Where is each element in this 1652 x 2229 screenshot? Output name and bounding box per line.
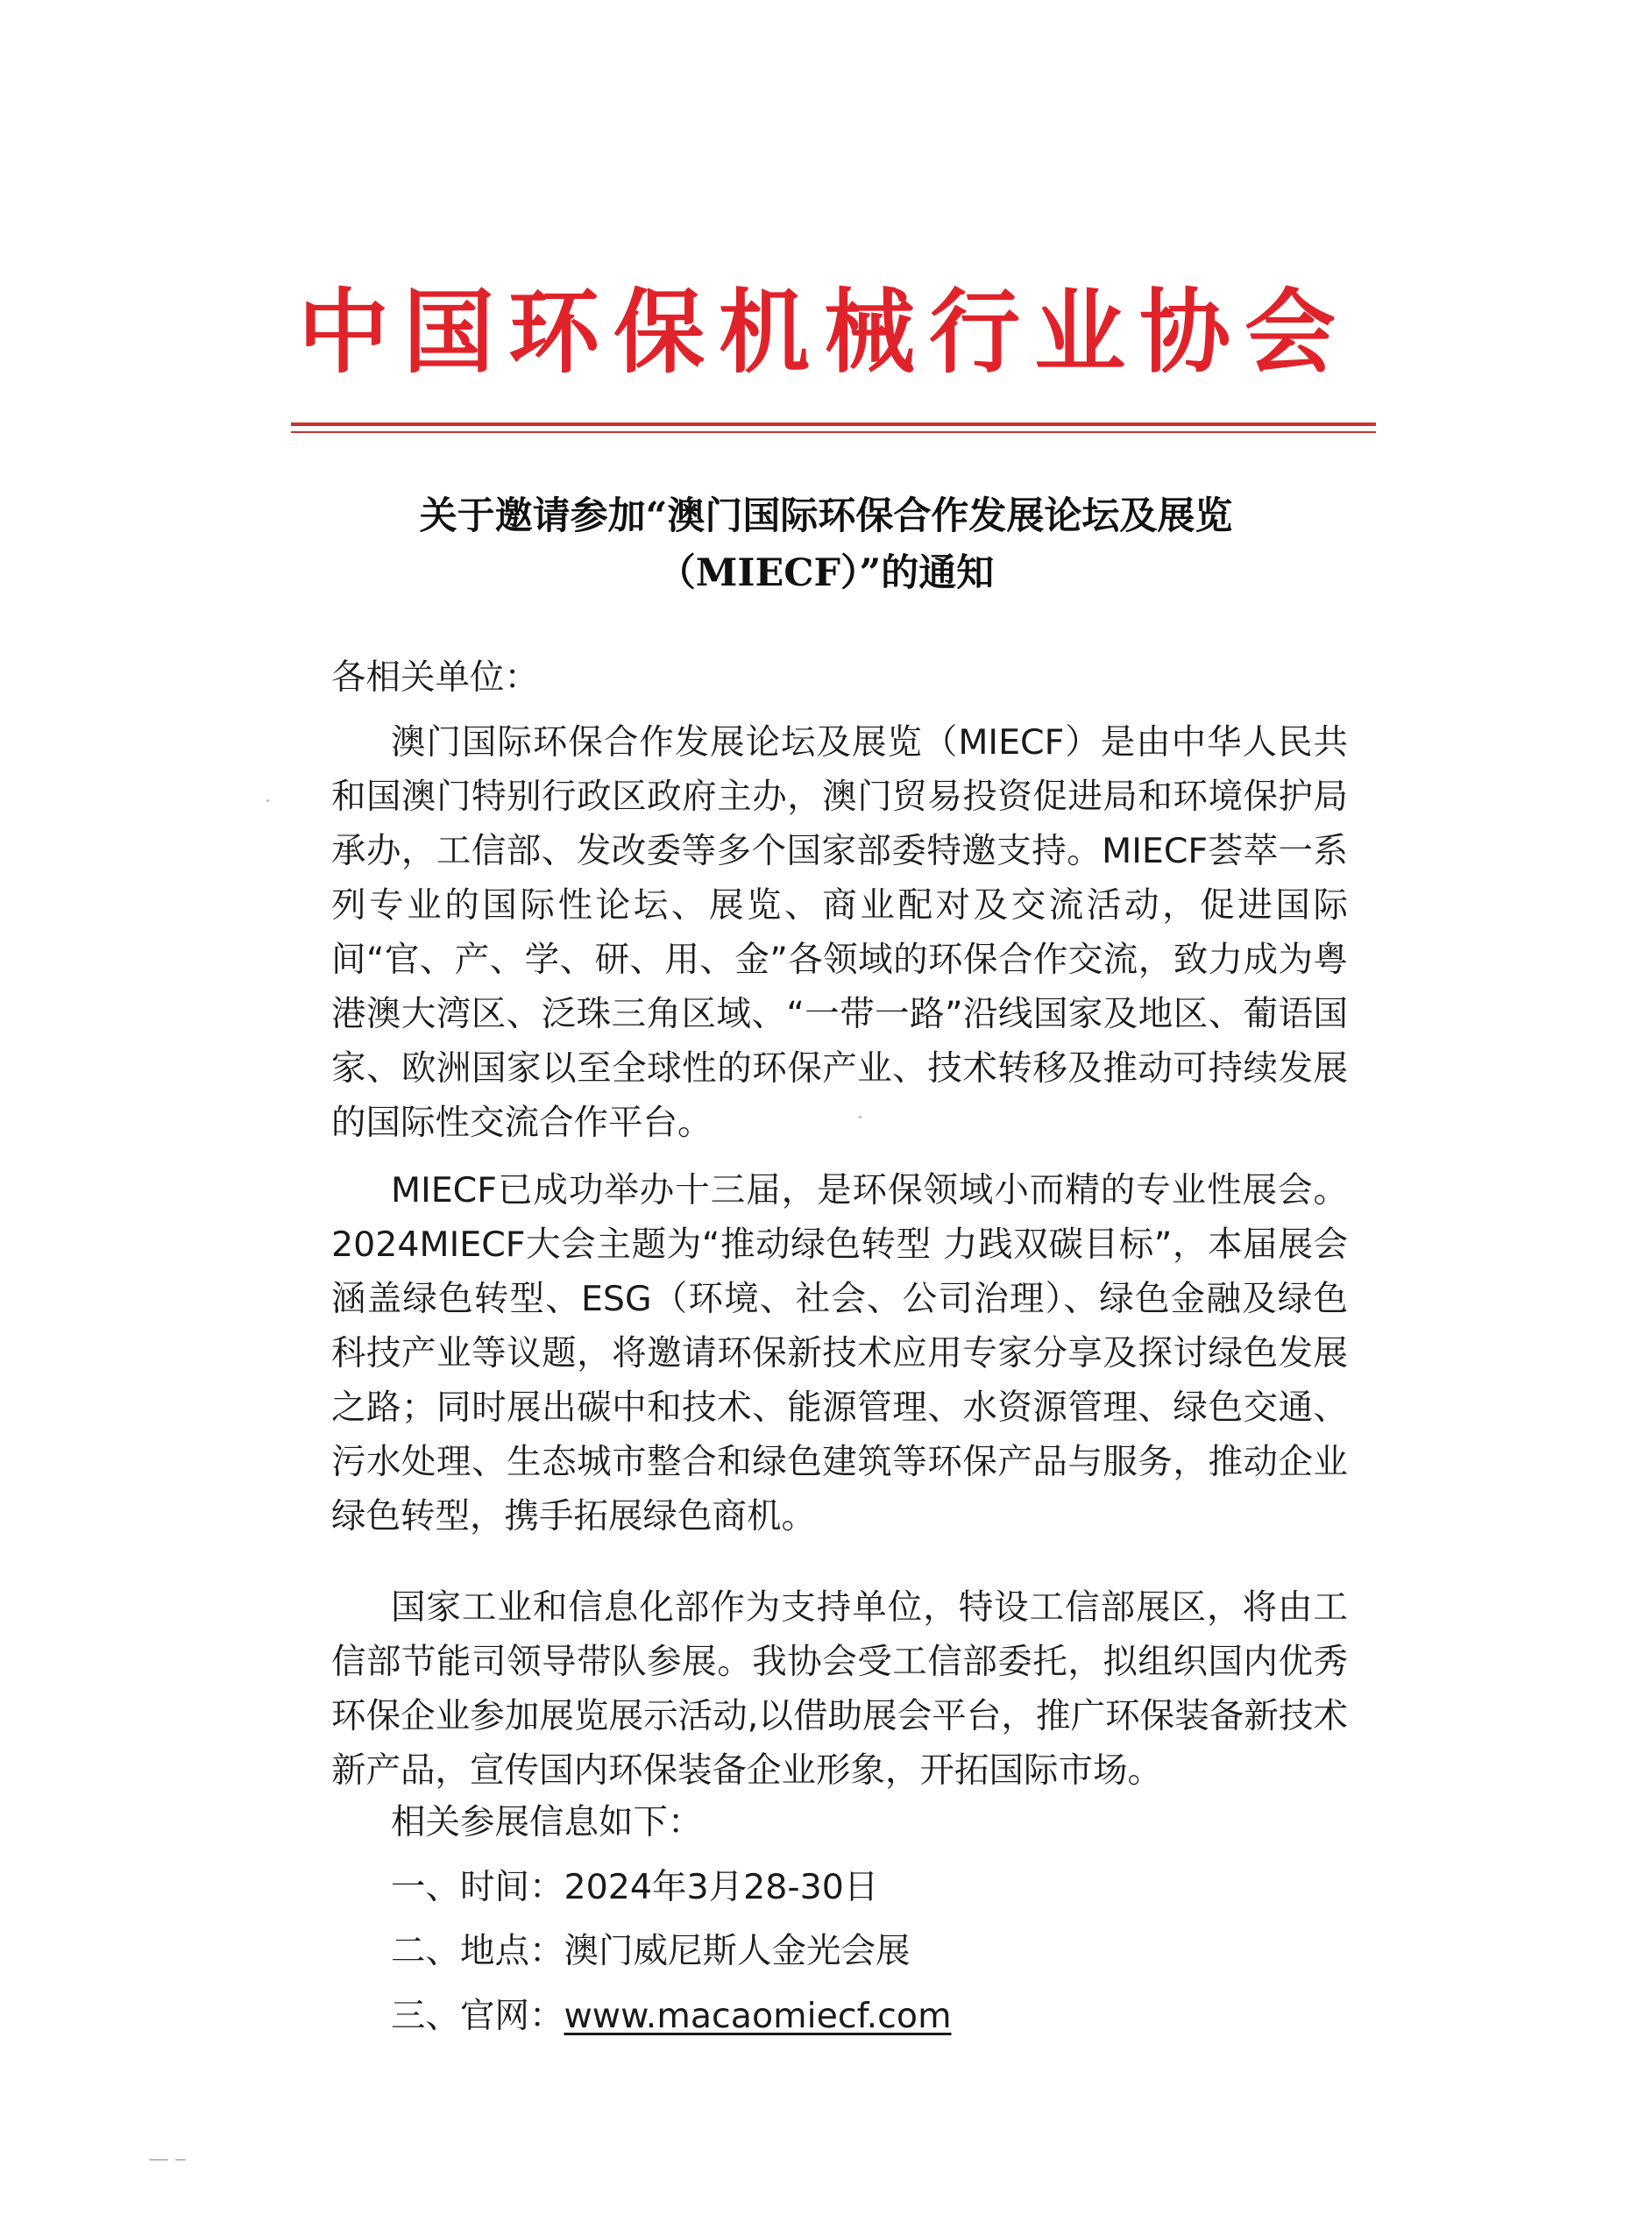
scan-speck <box>149 2159 168 2161</box>
paragraph-intro: 澳门国际环保合作发展论坛及展览（MIECF）是由中华人民共和国澳门特别行政区政府主办，澳门贸易投资促进局和环境保护局承办，工信部、发改委等多个国家部委特邀支持。MIECF荟萃一系列专业的国际性论坛、展览、商业配对及交流活动，促进国际间“官、产、学、研、用、金”各领域的环保合作交流，致力成为粤港澳大湾区、泛珠三角区域、“一带一路”沿线国家及地区、葡语国家、欧洲国家以至全球性的环保产业、技术转移及推动可持续发展的国际性交流合作平台。 <box>331 722 1348 1143</box>
paragraph-info-intro: 相关参展信息如下： <box>391 1802 703 1842</box>
official-site-link[interactable]: www.macaomiecf.com <box>564 1996 952 2036</box>
info-time-label: 一、时间： <box>391 1867 564 1907</box>
letterhead-org-name: 中国环保机械行业协会 <box>297 278 1350 386</box>
notice-title-line1: 关于邀请参加“澳门国际环保合作发展论坛及展览 <box>419 494 1233 538</box>
scan-speck <box>859 1116 861 1118</box>
info-site <box>391 1989 1346 2043</box>
scan-speck <box>266 799 269 802</box>
info-site-label: 三、官网： <box>391 1996 564 2036</box>
info-place <box>391 1924 1346 1978</box>
info-time-value: 2024年3月28-30日 <box>564 1867 879 1907</box>
notice-title-line2: （MIECF）”的通知 <box>657 551 995 595</box>
scan-speck <box>175 2159 186 2161</box>
info-place-label: 二、地点： <box>391 1931 564 1971</box>
salutation: 各相关单位： <box>331 657 539 698</box>
info-place-value: 澳门威尼斯人金光会展 <box>564 1931 911 1971</box>
paragraph-theme: MIECF已成功举办十三届，是环保领域小而精的专业性展会。2024MIECF大会主题为“推动绿色转型 力践双碳目标”，本届展会涵盖绿色转型、ESG（环境、社会、公司治理）、绿色金融及绿色科技产业等议题，将邀请环保新技术应用专家分享及探讨绿色发展之路；同时展出碳中和技术、能源管理、水资源管理、绿色交通、污水处理、生态城市整合和绿色建筑等环保产品与服务，推动企业绿色转型，携手拓展绿色商机。 <box>331 1170 1348 1537</box>
info-time <box>391 1860 1346 1914</box>
letterhead-divider-thick <box>291 422 1376 426</box>
letterhead-divider-thin <box>291 431 1376 433</box>
paragraph-support: 国家工业和信息化部作为支持单位，特设工信部展区，将由工信部节能司领导带队参展。我协会受工信部委托，拟组织国内优秀环保企业参加展览展示活动,以借助展会平台，推广环保装备新技术新产品，宣传国内环保装备企业形象，开拓国际市场。 <box>331 1587 1348 1791</box>
